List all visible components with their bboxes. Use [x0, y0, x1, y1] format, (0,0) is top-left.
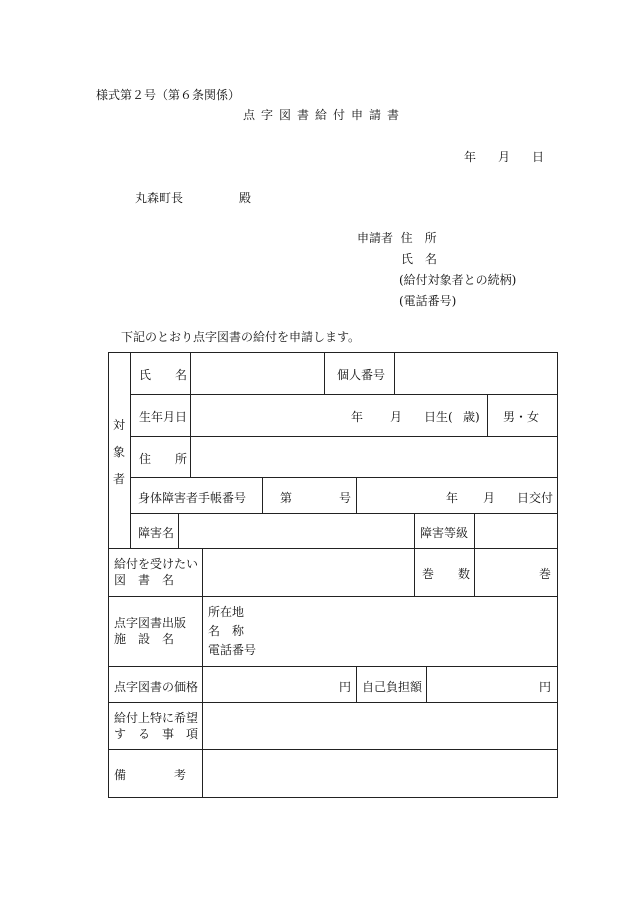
personal-number-label: 個人番号 — [337, 368, 386, 382]
publisher-fields — [208, 603, 256, 660]
requests-label: 給付上特に希望 す る 事 項 — [114, 711, 199, 741]
publisher-field[interactable] — [270, 597, 557, 666]
applicant-block — [357, 228, 516, 312]
volumes-label: 巻 数 — [422, 567, 471, 581]
address-label: 住 所 — [139, 452, 188, 466]
birth-month: 月 — [390, 410, 403, 424]
birth-day: 日生( — [424, 410, 453, 424]
name-field[interactable] — [191, 353, 324, 394]
addressee-honorific: 殿 — [239, 191, 252, 205]
remarks-label: 備 考 — [114, 768, 187, 782]
volumes-unit: 巻 — [539, 567, 552, 581]
publisher-location-label: 所在地 — [208, 605, 245, 619]
applicant-relation-label: (給付対象者との続柄) — [399, 273, 517, 287]
subject-label: 対 象 者 — [112, 418, 125, 486]
intro-text: 下記のとおり点字図書の給付を申請します。 — [121, 330, 361, 344]
disability-name-label: 障害名 — [138, 526, 175, 540]
addressee-name: 丸森町長 — [135, 191, 184, 205]
name-label: 氏 名 — [139, 368, 188, 382]
handbook-number-field[interactable] — [263, 478, 356, 513]
self-pay-field[interactable] — [427, 667, 557, 702]
publisher-phone-label: 電話番号 — [208, 643, 257, 657]
disability-grade-field[interactable] — [475, 514, 557, 548]
disability-grade-label: 障害等級 — [420, 526, 469, 540]
price-unit: 円 — [339, 680, 352, 694]
application-date — [464, 148, 544, 165]
address-field[interactable] — [191, 437, 557, 477]
book-name-field[interactable] — [203, 549, 414, 596]
date-month: 月 — [498, 150, 511, 164]
price-label: 点字図書の価格 — [114, 680, 199, 694]
handbook-month: 月 — [483, 491, 496, 505]
disability-name-field[interactable] — [179, 514, 414, 548]
sex-option[interactable]: 男・女 — [503, 410, 540, 424]
birth-label: 生年月日 — [139, 410, 188, 424]
volumes-field[interactable] — [475, 549, 557, 596]
form-number: 様式第２号（第６条関係） — [96, 88, 241, 102]
addressee — [135, 189, 251, 206]
handbook-issued: 日交付 — [517, 491, 554, 505]
handbook-label: 身体障害者手帳番号 — [138, 491, 247, 505]
applicant-label: 申請者 — [357, 231, 394, 245]
remarks-field[interactable] — [203, 750, 557, 797]
date-year: 年 — [464, 150, 477, 164]
handbook-no-prefix: 第 — [280, 491, 293, 505]
page-title: 点字図書給付申請書 — [243, 108, 406, 122]
publisher-name-label: 名 称 — [208, 624, 245, 638]
date-day: 日 — [532, 150, 545, 164]
applicant-phone-label: (電話番号) — [399, 294, 457, 308]
applicant-name-label: 氏 名 — [401, 252, 438, 266]
self-pay-unit: 円 — [539, 680, 552, 694]
handbook-year: 年 — [446, 491, 459, 505]
handbook-no-suffix: 号 — [339, 491, 352, 505]
birth-year: 年 — [351, 410, 364, 424]
publisher-label: 点字図書出版 施 設 名 — [114, 616, 187, 646]
age-unit: 歳) — [463, 410, 480, 424]
applicant-address-label: 住 所 — [400, 231, 437, 245]
personal-number-field[interactable] — [395, 353, 557, 394]
self-pay-label: 自己負担額 — [362, 680, 423, 694]
requests-field[interactable] — [203, 703, 557, 749]
price-field[interactable] — [203, 667, 356, 702]
book-name-label: 給付を受けたい 図 書 名 — [114, 557, 199, 587]
